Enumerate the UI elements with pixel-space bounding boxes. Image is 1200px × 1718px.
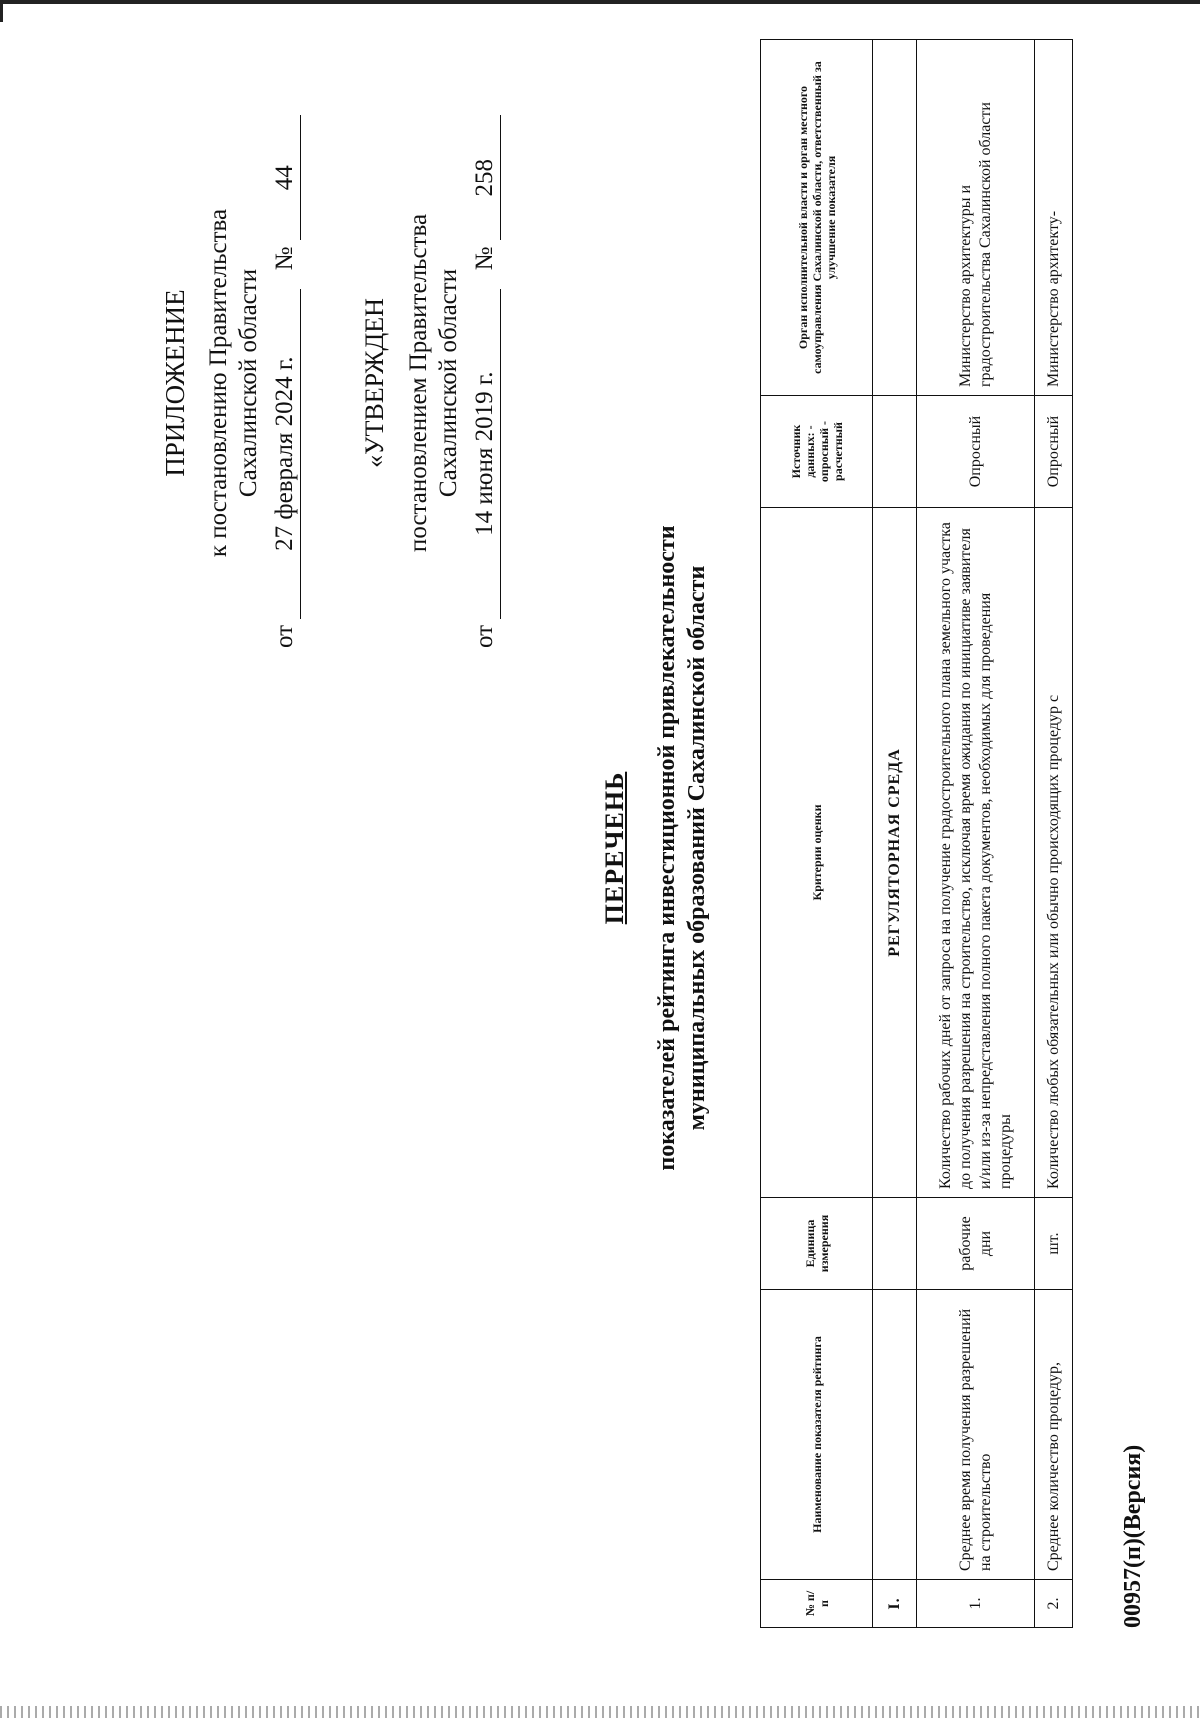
row-1-criteria: Количество рабочих дней от запроса на получение градостроительного плана земельного участка до получения разрешения на строительство, исключая время ожидания по инициативе заявителя и/или из-за непредставления полного пакета документов, необходимых для проведения процедуры	[917, 508, 1035, 1198]
approved-block	[360, 103, 464, 663]
header-num: № п/п	[761, 1580, 873, 1628]
table-header-row	[761, 40, 873, 1628]
appendix-region: Сахалинской области	[235, 268, 262, 498]
header-body: Орган исполнительной власти и орган местного самоуправления Сахалинской области, ответственный за улучшение показателя	[761, 40, 873, 396]
row-2-name: Среднее количество процедур,	[1035, 1290, 1073, 1580]
appendix-prefix: от	[271, 624, 298, 648]
row-1-body: Министерство архитектуры и градостроительства Сахалинской области	[917, 40, 1035, 396]
table-row	[1035, 40, 1073, 1628]
indicators-table	[760, 39, 1073, 1628]
table-row	[917, 40, 1035, 1628]
row-2-criteria: Количество любых обязательных или обычно происходящих процедур с	[1035, 508, 1073, 1198]
section-empty-1	[873, 1290, 917, 1580]
section-empty-4	[873, 40, 917, 396]
appendix-title: ПРИЛОЖЕНИЕ	[160, 289, 190, 477]
appendix-block	[160, 103, 264, 663]
approved-region: Сахалинской области	[435, 268, 462, 498]
section-row	[873, 40, 917, 1628]
approved-title: «УТВЕРЖДЕН	[360, 298, 389, 468]
approved-number: 258	[470, 115, 501, 240]
appendix-date-line	[270, 115, 301, 648]
row-2-unit: шт.	[1035, 1198, 1073, 1290]
header-criteria: Критерии оценки	[761, 508, 873, 1198]
appendix-ref-line: к постановлению Правительства	[205, 208, 232, 558]
section-num: I.	[873, 1580, 917, 1628]
approved-date: 14 июня 2019 г.	[470, 289, 501, 619]
document-title: ПЕРЕЧЕНЬ	[600, 771, 629, 925]
row-2-num: 2.	[1035, 1580, 1073, 1628]
document-subtitle	[652, 398, 712, 1298]
appendix-number: 44	[270, 115, 301, 240]
header-name: Наименование показателя рейтинга	[761, 1290, 873, 1580]
document-code: 00957(п)(Версия)	[1120, 1444, 1146, 1628]
approved-prefix: от	[471, 624, 498, 648]
approved-date-line	[470, 115, 501, 648]
approved-ref-line: постановлением Правительства	[405, 213, 432, 553]
row-2-body: Министерство архитекту-	[1035, 40, 1073, 396]
appendix-number-sign: №	[271, 246, 298, 271]
section-empty-2	[873, 1198, 917, 1290]
row-1-name: Среднее время получения разрешений на строительство	[917, 1290, 1035, 1580]
row-1-source: Опросный	[917, 396, 1035, 508]
section-title: РЕГУЛЯТОРНАЯ СРЕДА	[873, 508, 917, 1198]
header-source: Источник данных: - опросный - расчетный	[761, 396, 873, 508]
subtitle-line-2: муниципальных образований Сахалинской области	[684, 565, 710, 1131]
row-1-unit: рабочие дни	[917, 1198, 1035, 1290]
subtitle-line-1: показателей рейтинга инвестиционной привлекательности	[654, 525, 680, 1171]
header-unit: Единица измерения	[761, 1198, 873, 1290]
approved-number-sign: №	[471, 246, 498, 271]
section-empty-3	[873, 396, 917, 508]
row-1-num: 1.	[917, 1580, 1035, 1628]
appendix-date: 27 февраля 2024 г.	[270, 289, 301, 619]
row-2-source: Опросный	[1035, 396, 1073, 508]
